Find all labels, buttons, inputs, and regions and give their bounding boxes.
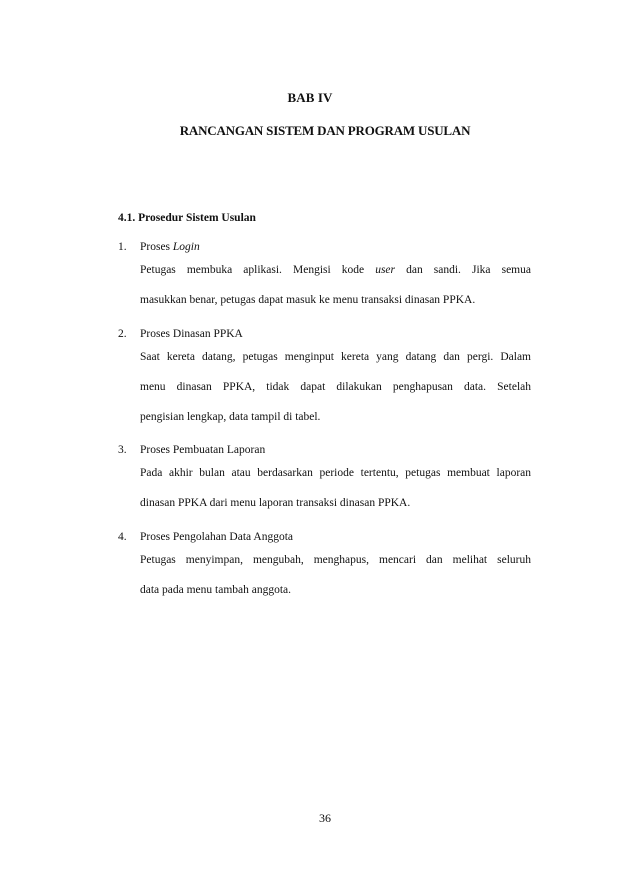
list-item-number: 1. (118, 241, 127, 253)
list-item-title: Proses Pembuatan Laporan (140, 444, 266, 456)
list-item-heading-laporan (118, 444, 265, 456)
list-item-heading-anggota (118, 531, 293, 543)
list-item-heading-dinasan (118, 328, 243, 340)
list-item-title: Proses Pengolahan Data Anggota (140, 531, 293, 543)
paragraph-line: Petugas menyimpan, mengubah, menghapus, mencari dan melihat seluruh (140, 554, 531, 566)
list-item-heading-login (118, 241, 200, 253)
paragraph-anggota (140, 545, 531, 605)
list-item-number: 4. (118, 531, 127, 543)
chapter-title: RANCANGAN SISTEM DAN PROGRAM USULAN (179, 123, 471, 138)
list-item-title-italic: Login (172, 241, 200, 253)
paragraph-line: pengisian lengkap, data tampil di tabel. (140, 411, 321, 423)
paragraph-line: dinasan PPKA dari menu laporan transaksi dinasan PPKA. (140, 497, 411, 509)
paragraph-line: menu dinasan PPKA, tidak dapat dilakukan penghapusan data. Setelah (140, 381, 531, 393)
section-heading: 4.1. Prosedur Sistem Usulan (118, 212, 256, 224)
paragraph-line: Pada akhir bulan atau berdasarkan periode tertentu, petugas membuat laporan (140, 467, 531, 479)
paragraph-line: Petugas membuka aplikasi. Mengisi kode user dan sandi. Jika semua (140, 264, 531, 276)
paragraph-line: data pada menu tambah anggota. (140, 584, 292, 596)
chapter-label: BAB IV (287, 90, 333, 105)
italic-term: user (375, 264, 396, 276)
list-item-title: Proses (140, 241, 173, 253)
page-number: 36 (319, 811, 331, 825)
paragraph-line: masukkan benar, petugas dapat masuk ke menu transaksi dinasan PPKA. (140, 294, 476, 306)
paragraph-login (140, 255, 531, 315)
list-item-number: 3. (118, 444, 127, 456)
list-item-number: 2. (118, 328, 127, 340)
list-item-title: Proses Dinasan PPKA (140, 328, 243, 340)
paragraph-laporan (140, 458, 531, 518)
paragraph-line: Saat kereta datang, petugas menginput kereta yang datang dan pergi. Dalam (140, 351, 531, 363)
paragraph-dinasan (140, 342, 531, 432)
